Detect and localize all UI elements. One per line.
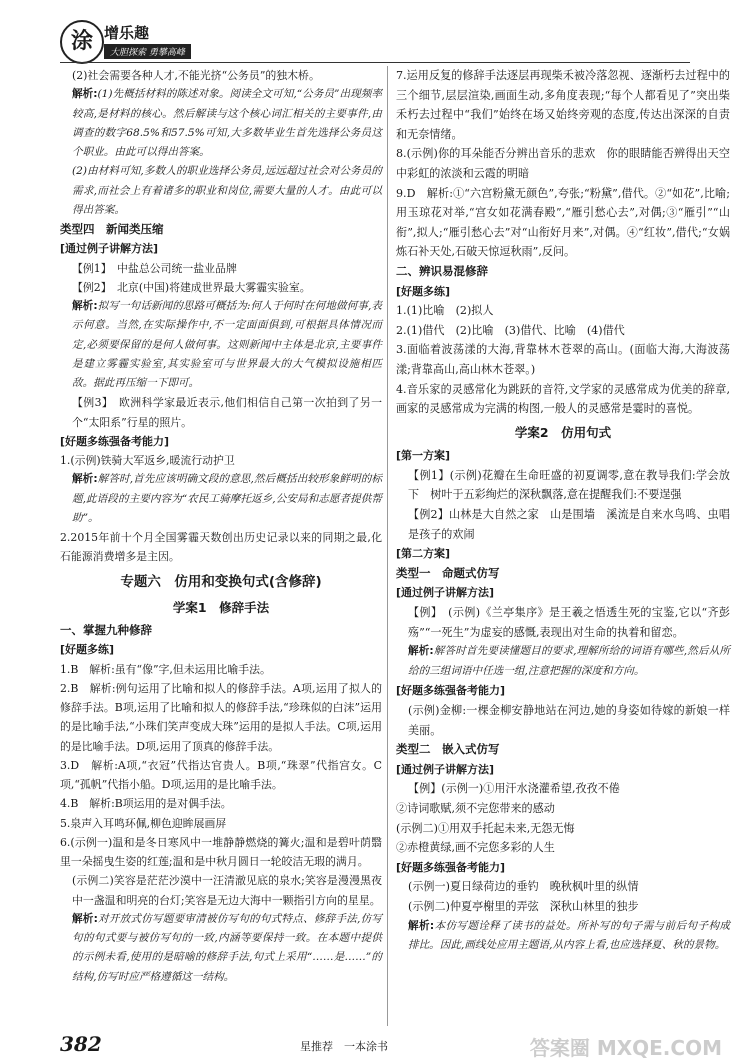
section-heading: 类型一 命题式仿写 [396, 565, 500, 580]
text-paragraph: (示例二)笑容是茫茫沙漠中一汪清澈见底的泉水;笑容是漫漫黑夜中一盏温和明亮的台灯;笑容是无边大海中一颗指引方向的星星。 [72, 874, 382, 907]
text-paragraph: 2.2015年前十个月全国雾霾天数创出历史记录以来的同期之最,化石能源消费增多是主因。 [60, 531, 382, 564]
text-paragraph: (示例)金柳:一棵金柳安静地站在河边,她的身姿如待嫁的新娘一样美丽。 [408, 704, 730, 737]
text-paragraph: 【例1】 中盐总公司统一盐业品牌 [72, 261, 237, 275]
text-paragraph: (示例一)夏日绿荷边的垂钓 晚秋枫叶里的纵情 [408, 880, 639, 894]
bracket-heading: [通过例子讲解方法] [396, 762, 495, 776]
header-rule [60, 62, 690, 63]
text-paragraph: 4.音乐家的灵感常化为跳跃的音符,文学家的灵感常成为优美的辞章,画家的灵感常成为完满的构图,一般人的灵感常是霎时的喜悦。 [396, 382, 730, 416]
bracket-heading: [好题多练强备考能力] [60, 434, 170, 448]
text-paragraph: 1.(示例)铁骑大军返乡,暖流行动护卫 [60, 454, 235, 467]
page-number: 382 [60, 1032, 102, 1056]
text-paragraph: 【例3】 欧洲科学家最近表示,他们相信自己第一次拍到了另一个“太阳系”行星的照片。 [72, 396, 382, 429]
bracket-heading: [第一方案] [396, 449, 451, 463]
bracket-heading: [好题多练强备考能力] [396, 684, 506, 698]
analysis-label: 解析: [72, 300, 98, 312]
analysis-paragraph [60, 910, 382, 987]
left-column [60, 66, 382, 987]
section-heading: 一、掌握九种修辞 [60, 623, 152, 637]
text-paragraph: 1.B 解析:虽有“像”字,但未运用比喻手法。 [60, 662, 271, 676]
column-divider [387, 66, 388, 1026]
analysis-paragraph [60, 85, 382, 162]
text-paragraph: 【例】(示例一)①用汗水浇灌希望,孜孜不倦 [408, 782, 620, 796]
section-heading: 二、辨识易混修辞 [396, 263, 488, 278]
analysis-label: 解析: [408, 645, 434, 658]
text-paragraph: 【例】 (示例)《兰亭集序》是王羲之悟透生死的宝鉴,它以“齐彭殇”“一死生”为虚妄的感慨,表现出对生命的执着和留恋。 [408, 606, 730, 639]
bracket-heading: [第二方案] [396, 547, 451, 561]
analysis-text: 解答时,首先应该明确文段的意思,然后概括出较形象鲜明的标题,此语段的主要内容为“农民工骑摩托返乡,公安局和志愿者提供帮助”。 [72, 473, 382, 524]
analysis-paragraph [396, 917, 730, 956]
text-paragraph: ②诗词歌赋,须不完您带来的感动 [396, 801, 555, 815]
text-paragraph: 【例1】(示例)花瓣在生命旺盛的初夏调零,意在教导我们:学会放下 树叶于五彩绚烂的深秋飘落,意在提醒我们:不要逞强 [408, 468, 730, 502]
analysis-label: 解析: [408, 919, 435, 932]
text-paragraph: 8.(示例)你的耳朵能否分辨出音乐的悲欢 你的眼睛能否辨得出天空中彩虹的浓淡和云霞的明暗 [396, 147, 730, 180]
analysis-label: 解析: [72, 912, 98, 925]
section-heading: 类型四 新闻类压缩 [60, 222, 164, 236]
analysis-paragraph [60, 297, 382, 393]
lesson-title: 学案2 仿用句式 [514, 424, 612, 440]
analysis-paragraph [60, 470, 382, 528]
analysis-text: (2)由材料可知,多数人的职业选择公务员,远远超过社会对公务员的需求,而社会上有着诸多的职业和岗位,需要大量的人才。由此可以得出答案。 [72, 165, 382, 216]
text-paragraph: 6.(示例一)温和是冬日寒风中一堆静静燃烧的篝火;温和是碧叶荫翳里一朵摇曳生姿的红莲;温和是中秋月圆日一轮皎洁无瑕的满月。 [60, 835, 382, 868]
text-paragraph: 9.D 解析:①“六宫粉黛无颜色”,夸张;“粉黛”,借代。②“如花”,比喻;用玉琼花对举,“宫女如花满春殿”,“雁引愁心去”,对偶;③“雁引”“山衔”,拟人;“雁引愁心去”对“山衔好月来”,对偶。④“红妆”,借代;“女娲炼石补天处,石破天惊逗秋雨”,反问。 [396, 186, 730, 259]
text-paragraph: 4.B 解析:B项运用的是对偶手法。 [60, 797, 232, 811]
topic-title: 专题六 仿用和变换句式(含修辞) [120, 573, 322, 590]
text-paragraph: 7.运用反复的修辞手法逐层再现柴禾被冷落忽视、逐渐朽去过程中的三个细节,层层渲染,画面生动,多角度表现;“每个人都看见了”突出柴禾朽去过程中“我们”始终在场又始终旁观的态度,传达出深深的自责和无奈情绪。 [396, 69, 730, 141]
text-paragraph: 5.泉声入耳鸣环佩,柳色迎眸展画屏 [60, 816, 227, 830]
footer [0, 1032, 750, 1060]
brand-name: 增乐趣 [104, 24, 150, 42]
analysis-paragraph [396, 642, 730, 681]
analysis-label: 解析: [72, 88, 98, 101]
analysis-text: 对开放式仿写题要审清被仿写句的句式特点、修辞手法,仿写句的句式要与被仿写句的一致,内涵等要保持一致。在本题中提供的示例未看,使用的是暗喻的修辞手法,句式上采用“……是……”的结构,仿写时应严格遵循这一结构。 [72, 912, 382, 983]
text-paragraph: 【例2】 北京(中国)将建成世界最大雾霾实验室。 [72, 280, 311, 294]
bracket-heading: [好题多练] [60, 643, 115, 657]
analysis-text: 本仿写题诠释了读书的益处。所补写的句子需与前后句子构成排比。因此,画线处应用主题语,从内容上看,也应选择夏、秋的景物。 [408, 919, 730, 952]
text-paragraph: (示例二)仲夏亭榭里的弄弦 深秋山林里的独步 [408, 899, 639, 913]
analysis-text: (1)先概括材料的陈述对象。阅读全文可知,“公务员”出现频率较高,是材料的核心。然后解读与这个核心词汇相关的主要事件,由调查的数字68.5%和57.5%可知,大多数毕业生首先选择公务员这个职业。由此可以得出答案。 [72, 88, 382, 158]
text-paragraph: 2.(1)借代 (2)比喻 (3)借代、比喻 (4)借代 [396, 323, 625, 337]
text-paragraph: ②赤橙黄绿,画不完您多彩的人生 [396, 841, 555, 855]
section-heading: 类型二 嵌入式仿写 [396, 742, 500, 757]
right-column [396, 66, 730, 956]
bracket-heading: [通过例子讲解方法] [396, 586, 495, 600]
analysis-text: 拟写一句话新闻的思路可概括为:何人于何时在何地做何事,表示何意。当然,在实际操作中,不一定面面俱到,可根据具体情况而定,必须要保留的是何人做何事。这则新闻中主体是北京,主要事件是建立雾霾实验室,其实验室可与世界最大的大气模拟设施相匹敌。据此再压缩一下即可。 [72, 300, 382, 389]
analysis-text: 解答时首先要读懂题目的要求,理解所给的词语有哪些,然后从所给的三组词语中任选一组,注意把握的深度和方向。 [408, 645, 730, 677]
lesson-title: 学案1 修辞手法 [172, 599, 270, 615]
analysis-label: 解析: [72, 473, 98, 486]
brand-logo-icon: 涂 [60, 20, 104, 64]
bracket-heading: [好题多练] [396, 284, 451, 298]
text-paragraph: 3.D 解析:A项,“衣冠”代指达官贵人。B项,“珠翠”代指宫女。C项,“孤帆”代指小船。D项,运用的是比喻手法。 [60, 758, 382, 791]
bracket-heading: [好题多练强备考能力] [396, 860, 506, 874]
text-paragraph: (2)社会需要各种人才,不能光挤“公务员”的独木桥。 [72, 69, 320, 82]
analysis-paragraph [60, 162, 382, 220]
bracket-heading: [通过例子讲解方法] [60, 242, 159, 256]
header-logo-area [60, 20, 240, 64]
text-paragraph: 1.(1)比喻 (2)拟人 [396, 304, 494, 318]
text-paragraph: 2.B 解析:例句运用了比喻和拟人的修辞手法。A项,运用了拟人的修辞手法。B项,运用了比喻和拟人的修辞手法,“珍珠似的白沫”运用的是比喻手法,“小珠们笑声变成大珠”运用的是拟人手法。C项,运用的是比喻手法。D项,运用了顶真的修辞手法。 [60, 681, 382, 753]
text-paragraph: 【例2】山林是大自然之家 山是围墙 溪流是自来水鸟鸣、虫唱是孩子的欢闹 [408, 508, 730, 541]
footer-brand: 星推荐 一本涂书 [300, 1040, 388, 1053]
brand-slogan: 大胆探索 勇攀高峰 [104, 44, 191, 59]
text-paragraph: 3.面临着波荡漾的大海,背靠林木苍翠的高山。(面临大海,大海波荡漾;背靠高山,高山林木苍翠。) [396, 343, 730, 376]
watermark: 答案圈 MXQE.COM [529, 1036, 722, 1060]
text-paragraph: (示例二)①用双手托起未来,无怨无悔 [396, 821, 575, 835]
